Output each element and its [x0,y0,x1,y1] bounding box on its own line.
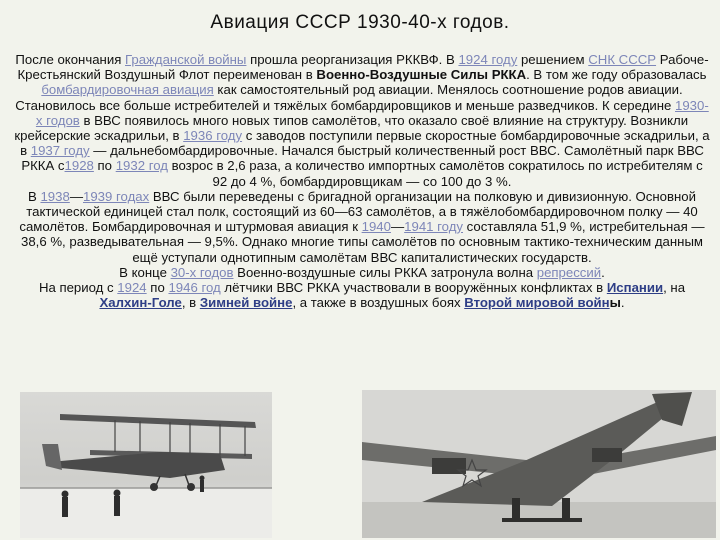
text-run: . [601,264,605,280]
biplane-bomber-photo [20,392,272,538]
text-link[interactable]: репрессий [536,264,602,280]
text-link[interactable]: 1937 году [30,143,90,159]
text-run: по [93,158,116,174]
text-run: решением [517,52,589,67]
text-run: В конце [119,264,171,280]
text-run: Военно-воздушные силы РККА затронула волна [233,264,537,280]
text-run: в ВВС появилось много новых типов самолётов, что оказало своё влияние на структуру. Возникли крейсерские эскадрильи, в [14,112,689,144]
monoplane-bomber-photo [362,390,716,538]
text-run: На период с [38,280,118,296]
text-run: с заводов поступили первые скоростные бомбардировочные эскадрильи, а в [20,128,710,159]
paragraph [14,52,710,189]
text-run: Военно-Воздушные Силы РККА [316,67,527,83]
text-run: Рабоче-Крестьянский Воздушный Флот переименован в [17,52,709,83]
text-link[interactable]: Второй мировой войн [464,295,610,311]
text-run: , в [181,295,200,311]
text-link[interactable]: 30-х годов [170,264,234,280]
text-run: В [28,188,41,204]
paragraph [14,280,710,310]
text-link[interactable]: 1932 год [115,158,168,174]
text-run: ВВС были переведены с бригадной организации на полковую и дивизионную. Основной тактической единицей стал полк, состоящий из 60—63 самолётов, а в тяжёлобомбардировочном полку — 40 самолётов. Бомбардировочная и штурмовая авиация к [19,188,698,235]
paragraph [14,189,710,265]
text-link[interactable]: 1924 году [458,52,518,67]
text-run: . В том же году образовалась [526,67,707,83]
text-link[interactable]: 1924 [117,280,147,296]
text-run: как самостоятельный род авиации. Менялось соотношение родов авиации. Становилось все больше истребителей и тяжёлых бомбардировщиков и меньше разведчиков. К середине [15,82,683,113]
body-text [14,52,710,310]
text-link[interactable]: 1939 годах [83,188,150,204]
text-link[interactable]: Гражданской войны [125,52,247,67]
text-link[interactable]: 1938 [40,188,70,204]
text-link[interactable]: Испании [606,280,664,296]
text-run: , на [663,280,686,296]
text-run: ы [609,295,621,311]
text-run: — [69,188,83,204]
text-run: . [620,295,625,311]
text-run: возрос в 2,6 раза, а количество импортных самолётов сократилось по истребителям с 92 до 4 %, бомбардировщикам — со 100 до 3 %. [167,158,703,189]
text-link[interactable]: Зимней войне [199,295,293,311]
text-link[interactable]: 1936 году [183,128,243,144]
text-run: по [146,280,169,296]
text-run: лётчики ВВС РККА участвовали в вооружённых конфликтах в [220,280,607,296]
text-link[interactable]: бомбардировочная авиация [41,82,214,98]
text-link[interactable]: Халхин-Голе [99,295,182,311]
text-run: , а также в воздушных боях [292,295,465,311]
text-run: прошла реорганизация РККВФ. В [246,52,459,67]
text-link[interactable]: 1928 [64,158,94,174]
text-link[interactable]: 1940 [361,219,391,235]
text-link[interactable]: 1930-х годов [35,97,709,128]
text-run: — дальнебомбардировочные. Начался быстрый количественный рост ВВС. Самолётный парк ВВС РККА с [21,143,704,174]
text-run: составляла 51,9 %, истребительная — 38,6 %, разведывательная — 9,5%. Однако многие типы самолётов по основным тактико-техническим данным ещё уступали однотипным самолётам ВВС капиталистических государств. [20,219,705,265]
text-link[interactable]: 1946 год [168,280,221,296]
text-run: — [390,219,405,235]
text-link[interactable]: СНК СССР [588,52,657,67]
paragraph [14,265,710,280]
text-link[interactable]: 1941 году [404,219,464,235]
slide-title: Авиация СССР 1930-40-х годов. [210,12,510,33]
text-run: После окончания [15,52,126,67]
